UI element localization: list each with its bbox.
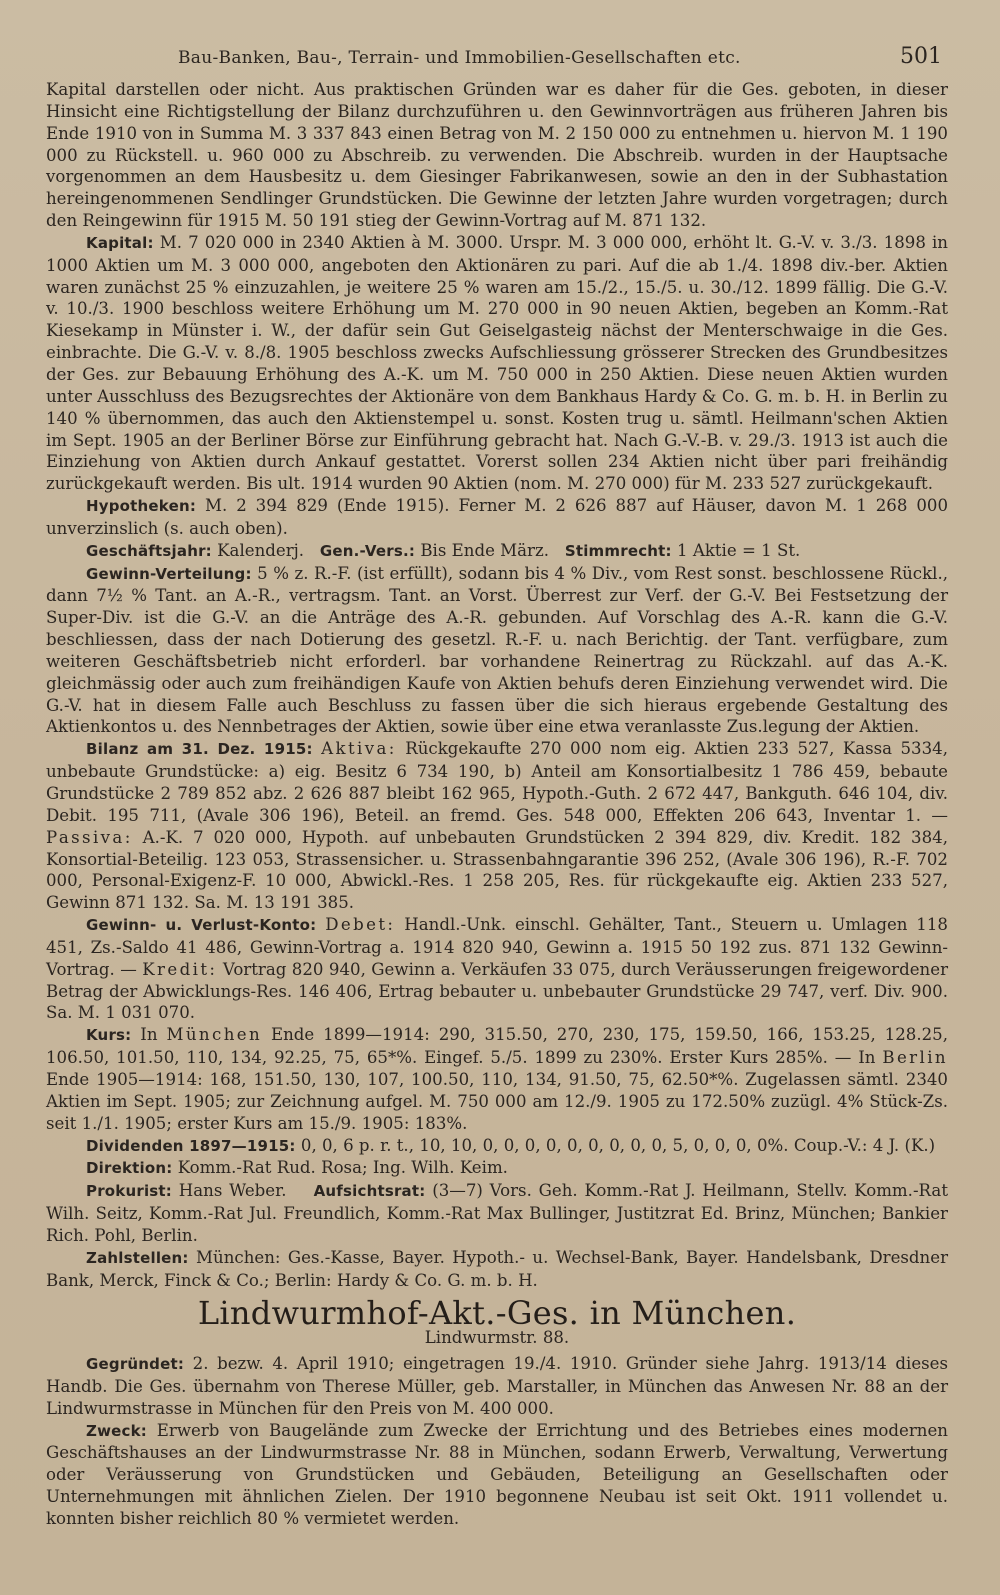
- gewinnverteilung-text: 5 % z. R.-F. (ist erfüllt), sodann bis 4 % Div., vom Rest sonst. beschlossene Rückl., dann 7½ % Tant. an A.-R., vertragsm. Tant. an Vorst. Überrest zur Verf. der G.-V. Bei Festsetzung der Super-Div. ist die G.-V. an die Anträge des A.-R. gebunden. Auf Vorschlag des A.-R. kann die G.-V. beschliessen, dass der nach Dotierung des gesetzl. R.-F. u. nach Berichtig. der Tant. verfügbare, zum weiteren Geschäftsbetrieb nicht erforderl. bar vorhandene Reinertrag zu Rückzahl. auf das A.-K. gleichmässig oder auch zum freihändigen Kaufe von Aktien behufs deren Einziehung verwendet wird. Die G.-V. hat in diesem Falle auch Beschluss zu fassen über die sich hieraus ergebende Gestaltung des Aktienkontos u. des Nennbetrages der Aktien, sowie über eine etwa veranlasste Zus.legung der Aktien.: [46, 563, 949, 737]
- stimmrecht-label: Stimmrecht:: [564, 541, 672, 560]
- debet-label: Debet:: [325, 915, 396, 935]
- intro-paragraph: [46, 79, 948, 232]
- zweck-text: Erwerb von Baugelände zum Zwecke der Errichtung und des Betriebes eines modernen Geschäftshauses an der Lindwurmstrasse Nr. 88 in München, sodann Erwerb, Verwaltung, Verwertung oder Veräusserung von Grundstücken und Gebäuden, Beteiligung an Gesellschaften oder Unternehmungen mit ähnlichen Zielen. Der 1910 begonnene Neubau ist seit Okt. 1911 vollendet u. konnten bisher reichlich 80 % vermietet werden.: [46, 1420, 948, 1528]
- kurs-section: [46, 1024, 948, 1134]
- passiva-text: A.-K. 7 020 000, Hypoth. auf unbebauten Grundstücken 2 394 829, div. Kredit. 182 384, Konsortial-Beteilig. 123 053, Strassensicher. u. Strassenbahngarantie 396 252, (Avale 306 196), R.-F. 702 000, Personal-Exigenz-F. 10 000, Abwickl.-Res. 1 258 205, Res. für rückgekaufte eig. Aktien 233 527, Gewinn 871 132. Sa. M. 13 191 385.: [46, 827, 948, 913]
- kredit-label: Kredit:: [142, 959, 218, 979]
- kapital-label: Kapital:: [86, 233, 154, 252]
- gegruendet-text: 2. bezw. 4. April 1910; eingetragen 19./4. 1910. Gründer siehe Jahrg. 1913/14 dieses Handb. Die Ges. übernahm von Therese Müller, geb. Marstaller, in München das Anwesen Nr. 88 an der Lindwurmstrasse in München für den Preis von M. 400 000.: [46, 1354, 948, 1418]
- prokurist-section: [46, 1180, 948, 1247]
- gewinnverteilung-section: [46, 563, 948, 739]
- company-title: Lindwurmhof-Akt.-Ges. in München.: [197, 1294, 797, 1333]
- document-body: [46, 79, 948, 1530]
- kurs-muenchen: München: [166, 1025, 263, 1045]
- genvers-label: Gen.-Vers.:: [319, 541, 416, 560]
- intro-text: Kapital darstellen oder nicht. Aus praktischen Gründen war es daher für die Ges. geboten, in dieser Hinsicht eine Richtigstellung der Bilanz durchzuführen u. den Gewinnvorträgen aus früheren Jahren bis Ende 1910 von in Summa M. 3 337 843 einen Betrag von M. 2 150 000 zu entnehmen u. hiervon M. 1 190 000 zu Rückstell. u. 960 000 zu Abschreib. zu verwenden. Die Abschreib. wurden in der Hauptsache vorgenommen an dem Hausbesitz u. dem Giesinger Fabrikanwesen, sowie an den in der Subhastation hereingenommenen Sendlinger Grundstücken. Die Gewinne der letzten Jahre wurden vorgetragen; durch den Reingewinn für 1915 M. 50 191 stieg der Gewinn-Vortrag auf M. 871 132.: [46, 80, 948, 231]
- dividenden-text: 0, 0, 6 p. r. t., 10, 10, 0, 0, 0, 0, 0, 0, 0, 0, 0, 5, 0, 0, 0, 0%. Coup.-V.: 4 J. (K.): [300, 1135, 936, 1155]
- prokurist-text: Hans Weber.: [178, 1181, 287, 1201]
- gewinnverlust-section: [46, 914, 948, 1024]
- bilanz-label: Bilanz am 31. Dez. 1915:: [86, 740, 313, 759]
- zweck-label: Zweck:: [86, 1421, 147, 1440]
- kurs-label: Kurs:: [86, 1026, 132, 1045]
- kredit-text: Vortrag 820 940, Gewinn a. Verkäufen 33 075, durch Veräusserungen freigewordener Betrag der Abwicklungs-Res. 146 406, Ertrag bebauter u. unbebauter Grundstücke 29 747, verf. Div. 900. Sa. M. 1 031 070.: [46, 959, 948, 1023]
- kurs-text-c: Ende 1905—1914: 168, 151.50, 130, 107, 100.50, 110, 134, 91.50, 75, 62.50*%. Zugelassen sämtl. 2340 Aktien im Sept. 1905; zur Zeichnung aufgel. M. 750 000 am 12./9. 1905 zu 172.50% zuzügl. 4% Stück-Zs. seit 1./1. 1905; erster Kurs am 15./9. 1905: 183%.: [46, 1069, 948, 1133]
- hypotheken-section: [46, 495, 948, 540]
- aktiva-text: Rückgekaufte 270 000 nom eig. Aktien 233 527, Kassa 5334, unbebaute Grundstücke: a) eig. Besitz 6 734 190, b) Anteil am Konsortialbesitz 1 786 459, bebaute Grundstücke 2 789 852 abz. 2 626 887 bleibt 162 965, Hypoth.-Guth. 2 672 447, Bankguth. 646 104, div. Debit. 195 711, (Avale 306 196), Beteil. an fremd. Ges. 548 000, Effekten 206 643, Inventar 1. —: [46, 739, 948, 825]
- debet-text: Handl.-Unk. einschl. Gehälter, Tant., Steuern u. Umlagen 118 451, Zs.-Saldo 41 486, Gewinn-Vortrag a. 1914 820 940, Gewinn a. 1915 50 192 zus. 871 132 Gewinn-Vortrag. —: [46, 915, 948, 979]
- zahlstellen-label: Zahlstellen:: [86, 1248, 189, 1267]
- dividenden-label: Dividenden 1897—1915:: [86, 1136, 296, 1155]
- direktion-label: Direktion:: [86, 1159, 173, 1178]
- kapital-section: [46, 232, 948, 495]
- prokurist-label: Prokurist:: [86, 1182, 172, 1201]
- aktiva-label: Aktiva:: [321, 739, 397, 759]
- gegruendet-label: Gegründet:: [86, 1355, 185, 1374]
- zweck-section: [46, 1420, 948, 1530]
- aufsichtsrat-label: Aufsichtsrat:: [313, 1182, 426, 1201]
- stimmrecht-text: 1 Aktie = 1 St.: [677, 540, 801, 560]
- geschaeftsjahr-text: Kalenderj.: [217, 540, 305, 560]
- zahlstellen-section: [46, 1247, 948, 1292]
- kurs-berlin: Berlin: [882, 1048, 948, 1068]
- running-head: [178, 44, 942, 69]
- hypotheken-text: M. 2 394 829 (Ende 1915). Ferner M. 2 626 887 auf Häuser, davon M. 1 268 000 unverzinslich (s. auch oben).: [46, 496, 948, 538]
- company-address: Lindwurmstr. 88.: [424, 1328, 570, 1348]
- bilanz-section: [46, 738, 948, 914]
- zahlstellen-text: München: Ges.-Kasse, Bayer. Hypoth.- u. Wechsel-Bank, Bayer. Handelsbank, Dresdner Bank, Merck, Finck & Co.; Berlin: Hardy & Co. G. m. b. H.: [46, 1247, 948, 1290]
- geschaeftsjahr-section: [46, 540, 948, 563]
- gegruendet-section: [46, 1353, 948, 1420]
- geschaeftsjahr-label: Geschäftsjahr:: [86, 541, 212, 560]
- direktion-section: [46, 1157, 948, 1180]
- kurs-text-a: In: [140, 1025, 158, 1045]
- kapital-text: M. 7 020 000 in 2340 Aktien à M. 3000. Urspr. M. 3 000 000, erhöht lt. G.-V. v. 3./3. 1898 in 1000 Aktien um M. 3 000 000, angeboten den Aktionären zu pari. Auf die ab 1./4. 1898 div.-ber. Aktien waren zunächst 25 % einzuzahlen, je weitere 25 % waren am 15./2., 15./5. u. 30./12. 1899 fällig. Die G.-V. v. 10./3. 1900 beschloss weitere Erhöhung um M. 270 000 in 90 neuen Aktien, begeben an Komm.-Rat Kiesekamp in Münster i. W., der dafür sein Gut Geiselgasteig nächst der Menterschwaige in die Ges. einbrachte. Die G.-V. v. 8./8. 1905 beschloss zwecks Aufschliessung grösserer Strecken des Grundbesitzes der Ges. zur Bebauung Erhöhung des A.-K. um M. 750 000 in 250 Aktien. Diese neuen Aktien wurden unter Ausschluss des Bezugsrechtes der Aktionäre von dem Bankhaus Hardy & Co. G. m. b. H. in Berlin zu 140 % übernommen, das auch den Aktienstempel u. sonst. Kosten trug u. sämtl. Heilmann'schen Aktien im Sept. 1905 an der Berliner Börse zur Einführung gebracht hat. Nach G.-V.-B. v. 29./3. 1913 ist auch die Einziehung von Aktien durch Ankauf gestattet. Vorerst sollen 234 Aktien nicht über pari freihändig zurückgekauft werden. Bis ult. 1914 wurden 90 Aktien (nom. M. 270 000) für M. 233 527 zurückgekauft.: [46, 232, 948, 494]
- genvers-text: Bis Ende März.: [420, 540, 550, 560]
- direktion-text: Komm.-Rat Rud. Rosa; Ing. Wilh. Keim.: [177, 1158, 508, 1178]
- hypotheken-label: Hypotheken:: [86, 497, 197, 516]
- gewinnverteilung-label: Gewinn-Verteilung:: [86, 564, 252, 583]
- aufsichtsrat-text: (3—7) Vors. Geh. Komm.-Rat J. Heilmann, Stellv. Komm.-Rat Wilh. Seitz, Komm.-Rat Jul. Freundlich, Komm.-Rat Max Bullinger, Justitzrat Ed. Brinz, München; Bankier Rich. Pohl, Berlin.: [46, 1181, 948, 1245]
- running-head-title: Bau-Banken, Bau-, Terrain- und Immobilien-Gesellschaften etc.: [178, 48, 741, 68]
- kurs-text-b: Ende 1899—1914: 290, 315.50, 270, 230, 175, 159.50, 166, 153.25, 128.25, 106.50, 101.50, 110, 134, 92.25, 75, 65*%. Eingef. 5./5. 1899 zu 230%. Erster Kurs 285%. — In: [46, 1025, 948, 1068]
- dividenden-section: [46, 1135, 948, 1158]
- page-number: 501: [900, 44, 942, 69]
- gewinnverlust-label: Gewinn- u. Verlust-Konto:: [86, 916, 317, 935]
- passiva-label: Passiva:: [46, 827, 133, 847]
